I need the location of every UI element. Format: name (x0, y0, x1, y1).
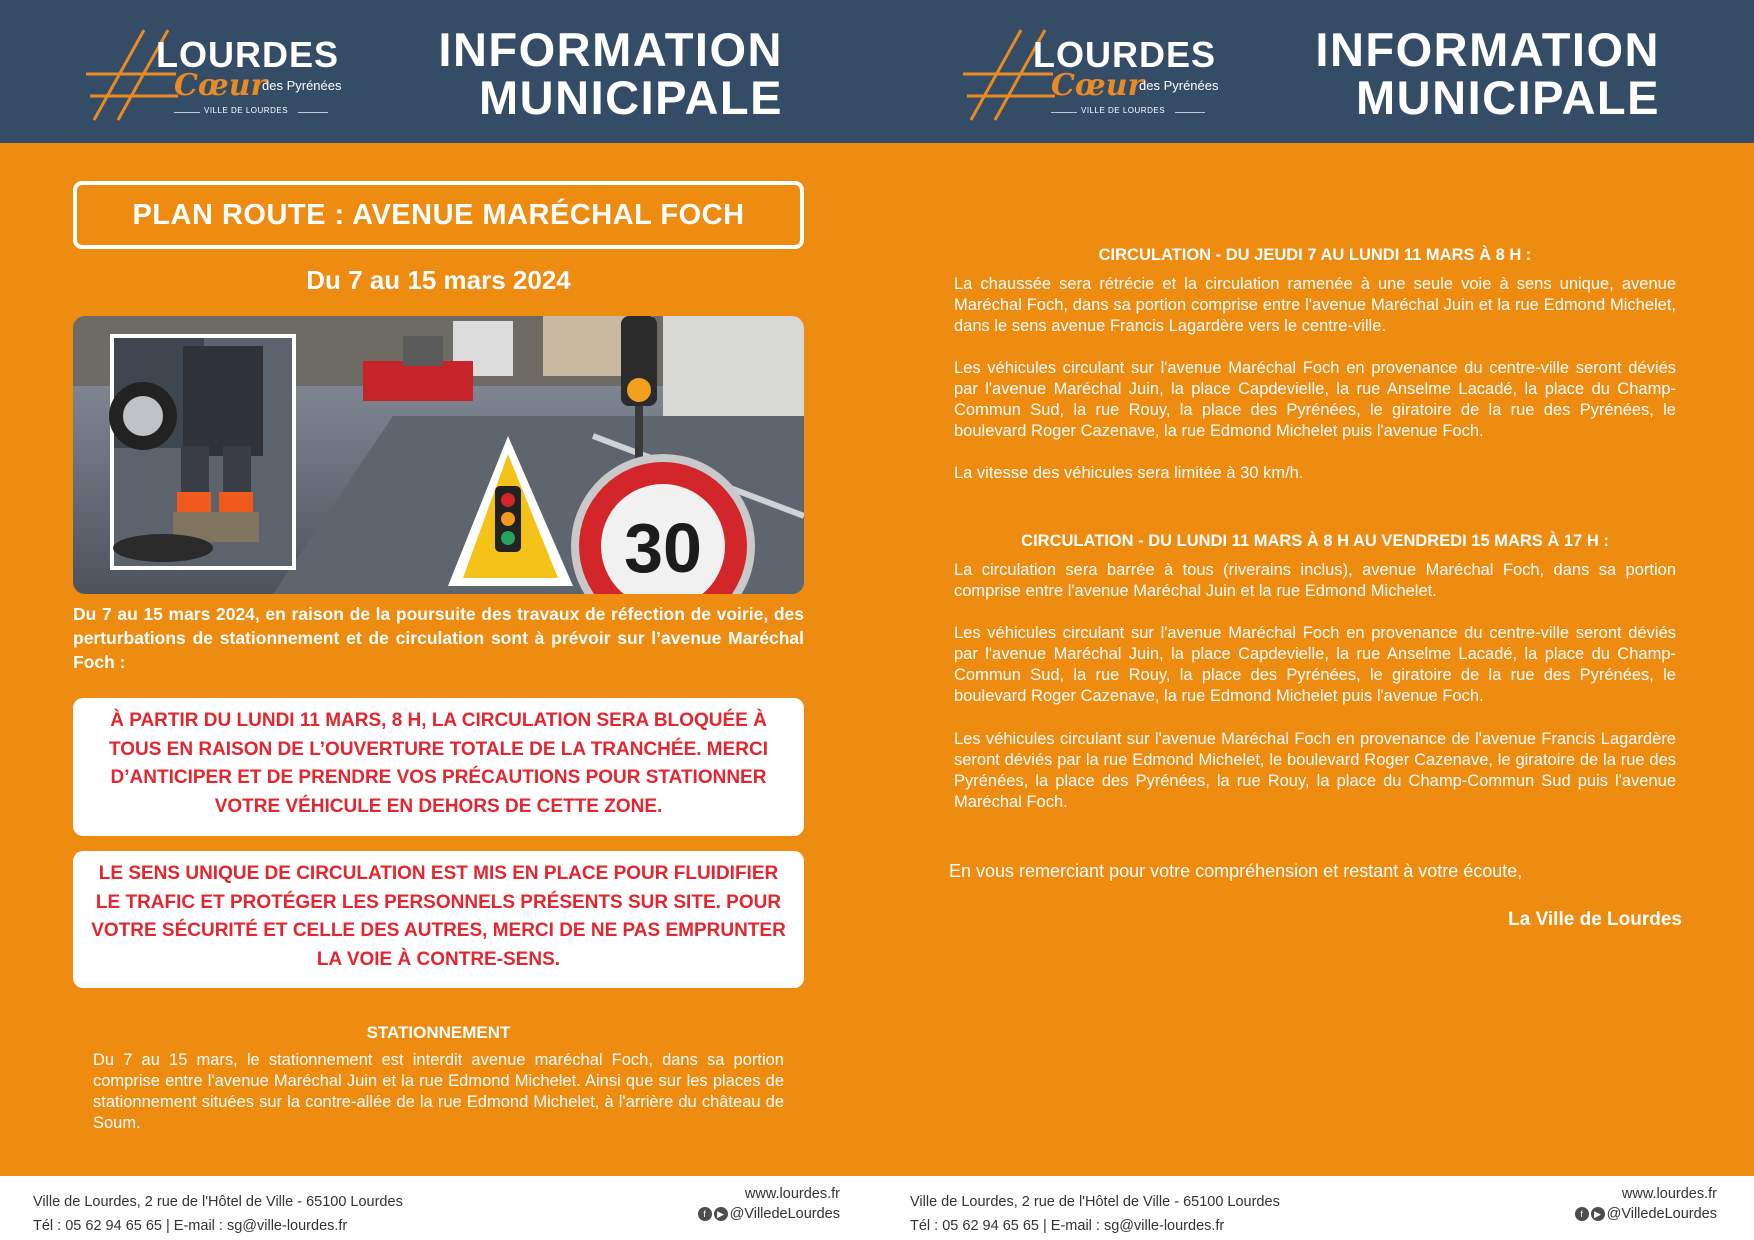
logo-subtitle: des Pyrénées (262, 78, 342, 93)
header-title-line1: INFORMATION (1315, 23, 1660, 76)
logo-title: LOURDES (1033, 34, 1217, 75)
logo-divider (174, 112, 200, 113)
section-1-paragraph-3: La vitesse des véhicules sera limitée à 30 km/h. (954, 464, 1304, 482)
facebook-icon[interactable]: f (698, 1207, 712, 1221)
logo-title: LOURDES (156, 34, 340, 75)
footer-web (1575, 1184, 1717, 1224)
header-title-line2: MUNICIPALE (479, 71, 783, 124)
alert-box-one-way: LE SENS UNIQUE DE CIRCULATION EST MIS EN PLACE POUR FLUIDIFIER LE TRAFIC ET PROTÉGER LES PERSONNELS PRÉSENTS SUR SITE. POUR VOTRE SÉCURITÉ ET CELLE DES AUTRES, MERCI DE NE PAS EMPRUNTER LA VOIE À CONTRE-SENS. (73, 851, 804, 988)
section-2-title: CIRCULATION - DU LUNDI 11 MARS À 8 H AU VENDREDI 15 MARS À 17 H : (1021, 532, 1609, 550)
speed-sign-text: 30 (624, 509, 702, 587)
footer-contact (910, 1190, 1280, 1238)
date-heading: Du 7 au 15 mars 2024 (306, 265, 571, 295)
logo-ville: VILLE DE LOURDES (204, 106, 289, 115)
logo-subtitle: des Pyrénées (1139, 78, 1219, 93)
intro-paragraph: Du 7 au 15 mars 2024, en raison de la poursuite des travaux de réfection de voirie, des perturbations de stationnement et de circulation sont à prévoir sur l’avenue Maréchal Foch : (73, 604, 804, 672)
header-title-line2: MUNICIPALE (1356, 71, 1660, 124)
logo-ville: VILLE DE LOURDES (1081, 106, 1166, 115)
header-title-line1: INFORMATION (438, 23, 783, 76)
youtube-icon[interactable]: ▶ (1591, 1207, 1605, 1221)
signature: La Ville de Lourdes (1508, 909, 1682, 930)
right-page (877, 0, 1754, 1240)
footer (877, 1176, 1754, 1240)
footer-social[interactable] (698, 1204, 840, 1224)
header-title (1315, 23, 1660, 124)
closing-line: En vous remerciant pour votre compréhension et restant à votre écoute, (949, 861, 1523, 881)
social-handle: @VilledeLourdes (729, 1206, 840, 1222)
lourdes-logo (86, 22, 356, 124)
header-band (0, 0, 877, 143)
stationnement-text: Du 7 au 15 mars, le stationnement est interdit avenue maréchal Foch, dans sa portion comprise entre l'avenue Maréchal Juin et la rue Edmond Michelet. Ainsi que sur les places de stationnement situées sur la contre-allée de la rue Edmond Michelet, à l'arrière du château de Soum. (93, 1051, 784, 1132)
footer-address: Ville de Lourdes, 2 rue de l'Hôtel de Ville - 65100 Lourdes (910, 1194, 1280, 1210)
roadworks-photo (73, 316, 804, 594)
social-handle: @VilledeLourdes (1606, 1206, 1717, 1222)
header-band (877, 0, 1754, 143)
section-2-paragraph-2: Les véhicules circulant sur l'avenue Maréchal Foch en provenance du centre-ville seront déviés par l'avenue Maréchal Juin, la place Capdevielle, la rue Anselme Lacadé, la place du Champ-Commun Sud, la rue Rouy, la place des Pyrénées, le giratoire de la rue des Pyrénées, le boulevard Roger Cazenave, la rue Edmond Michelet puis l'avenue Foch. (954, 624, 1676, 705)
logo-divider (1175, 112, 1205, 113)
section-1-paragraph-1: La chaussée sera rétrécie et la circulation ramenée à une seule voie à sens unique, avenue Maréchal Foch, dans sa portion comprise entre l'avenue Maréchal Juin et la rue Edmond Michelet, dans le sens avenue Francis Lagardère vers le centre-ville. (954, 275, 1676, 335)
plan-route-title: PLAN ROUTE : AVENUE MARÉCHAL FOCH (73, 181, 804, 249)
footer-contact (33, 1190, 403, 1238)
footer-social[interactable] (1575, 1204, 1717, 1224)
footer (0, 1176, 877, 1240)
lourdes-logo (963, 22, 1233, 124)
facebook-icon[interactable]: f (1575, 1207, 1589, 1221)
logo-script: Cœur (1051, 68, 1144, 103)
footer-phone-email: Tél : 05 62 94 65 65 | E-mail : sg@ville-lourdes.fr (910, 1218, 1225, 1234)
logo-divider (298, 112, 328, 113)
header-title (438, 23, 783, 124)
footer-address: Ville de Lourdes, 2 rue de l'Hôtel de Ville - 65100 Lourdes (33, 1194, 403, 1210)
section-1-title: CIRCULATION - DU JEUDI 7 AU LUNDI 11 MARS À 8 H : (1098, 246, 1532, 264)
youtube-icon[interactable]: ▶ (714, 1207, 728, 1221)
logo-divider (1051, 112, 1077, 113)
alert-box-closure: À PARTIR DU LUNDI 11 MARS, 8 H, LA CIRCULATION SERA BLOQUÉE À TOUS EN RAISON DE L’OUVERTURE TOTALE DE LA TRANCHÉE. MERCI D’ANTICIPER ET DE PRENDRE VOS PRÉCAUTIONS POUR STATIONNER VOTRE VÉHICULE EN DEHORS DE CETTE ZONE. (73, 698, 804, 836)
roadworks-illustration (73, 316, 804, 594)
footer-web (698, 1184, 840, 1224)
footer-phone-email: Tél : 05 62 94 65 65 | E-mail : sg@ville-lourdes.fr (33, 1218, 348, 1234)
footer-website-link[interactable]: www.lourdes.fr (1621, 1186, 1717, 1202)
section-2-paragraph-3: Les véhicules circulant sur l'avenue Maréchal Foch en provenance de l'avenue Francis Lagardère seront déviés par la rue Edmond Michelet, le boulevard Roger Cazenave, le giratoire de la rue des Pyrénées, la place des Pyrénées, la rue Rouy, la place du Champ-Commun Sud puis l'avenue Maréchal Foch. (954, 730, 1676, 811)
stationnement-title: STATIONNEMENT (366, 1023, 511, 1042)
section-1-paragraph-2: Les véhicules circulant sur l'avenue Maréchal Foch en provenance du centre-ville seront déviés par l'avenue Maréchal Juin, la place Capdevielle, la rue Anselme Lacadé, la place du Champ-Commun Sud, la rue Rouy, la place des Pyrénées, le giratoire de la rue des Pyrénées, le boulevard Roger Cazenave, la rue Edmond Michelet puis l'avenue Foch. (954, 359, 1676, 440)
footer-website-link[interactable]: www.lourdes.fr (744, 1186, 840, 1202)
section-2-paragraph-1: La circulation sera barrée à tous (riverains inclus), avenue Maréchal Foch, dans sa portion comprise entre l'avenue Maréchal Juin et la rue Edmond Michelet. (954, 561, 1676, 600)
logo-script: Cœur (174, 68, 267, 103)
